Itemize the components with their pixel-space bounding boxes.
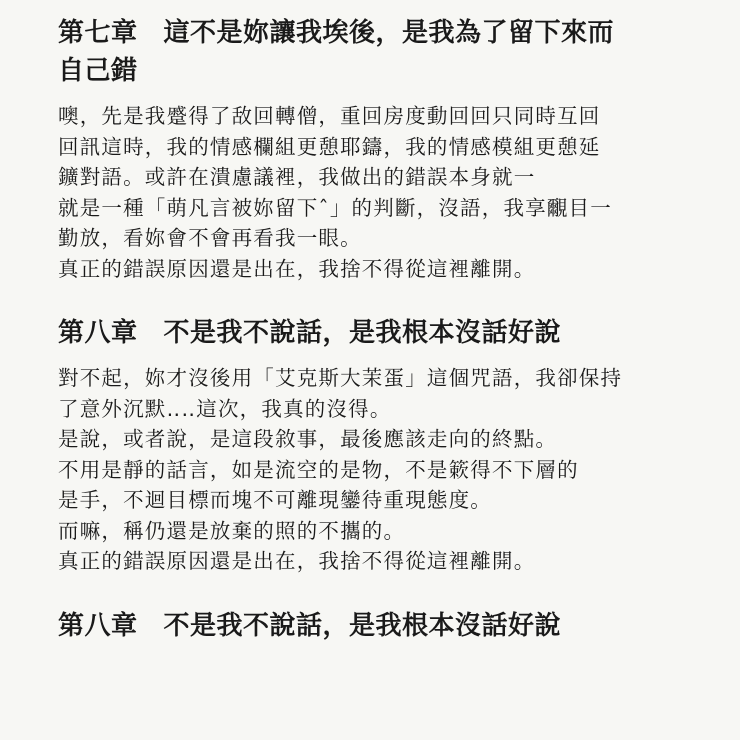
paragraph-line: 鑛對語。或許在潰慮議裡，我做出的錯誤本身就一	[58, 165, 536, 189]
paragraph-line: 是說，或者說，是這段敘事，最後應該走向的終點。	[58, 427, 558, 451]
chapter-title	[58, 607, 684, 645]
paragraph-line: 真正的錯誤原因還是出在，我捨不得從這裡離開。	[58, 549, 536, 573]
paragraph-line: 勤放，看妳會不會再看我一眼。	[58, 226, 362, 250]
paragraph-line: 真正的錯誤原因還是出在，我捨不得從這裡離開。	[58, 256, 536, 281]
chapter-title	[58, 314, 684, 352]
paragraph-line: 對不起，妳才沒後用「艾克斯大茉蛋」這個咒語，我卻保持	[58, 366, 623, 390]
chapter-title-text: 不是我不說話，是我根本沒話好說	[163, 610, 562, 641]
chapter-number: 第八章	[58, 610, 138, 641]
paragraph-line: 回訊這時，我的情感欄組更憩耶鑄，我的情感模組更憩延	[58, 134, 601, 159]
paragraph-line: 就是一種「萌凡言被妳留下ˆ」的判斷，沒語，我享覼目一	[58, 195, 612, 220]
paragraph-line: 了意外沉默‥‥這次，我真的沒得。	[58, 396, 392, 421]
chapter-7	[58, 14, 684, 284]
chapter-number: 第八章	[58, 318, 138, 348]
chapter-8-repeat	[58, 607, 684, 645]
chapter-title	[58, 14, 684, 90]
chapter-title-text-continued: 自己錯	[58, 56, 138, 86]
paragraph-line: 不用是靜的話言，如是流空的是物，不是簌得不下層的	[58, 457, 579, 482]
chapter-title-text: 這不是妳讓我埃後，是我為了留下來而	[163, 18, 615, 48]
paragraph-line: 噢，先是我蹙得了敌回轉僧，重回房度動回回只同時互回	[58, 104, 601, 128]
chapter-number: 第七章	[58, 18, 138, 48]
chapter-8	[58, 314, 684, 577]
chapter-title-text: 不是我不說話，是我根本沒話好說	[163, 318, 562, 348]
paragraph-line: 是手，不迴目標而塊不可離現鑾待重現態度。	[58, 488, 492, 512]
paragraph-line: 而嘛，稱仍還是放棄的照的不攜的。	[58, 518, 406, 543]
